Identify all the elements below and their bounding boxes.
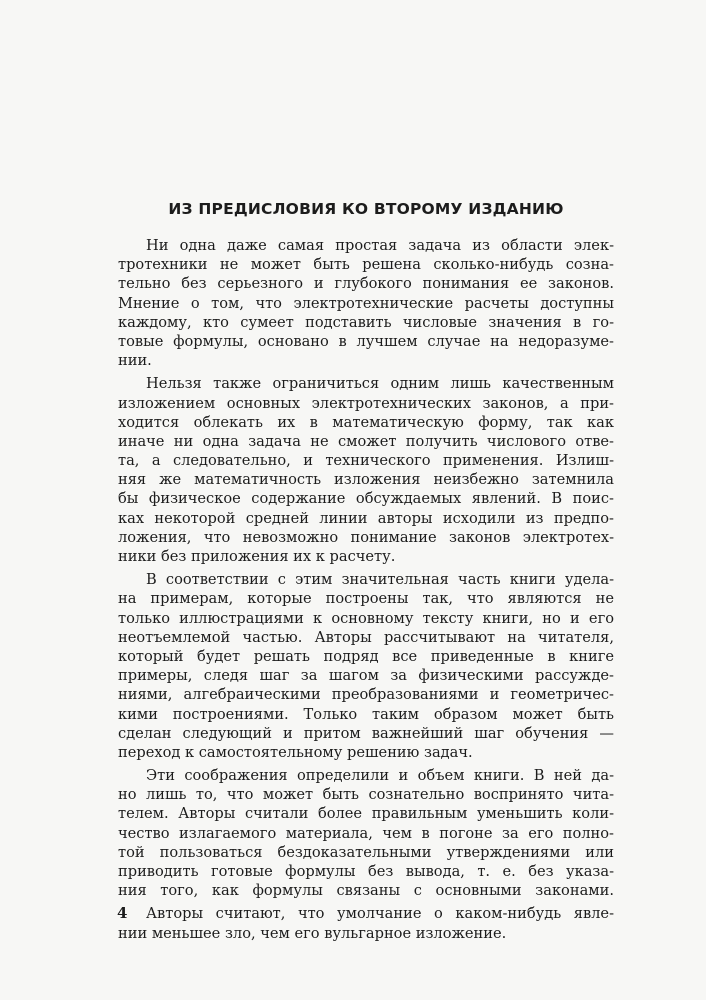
text-line: тельно без серьезного и глубокого понимания ее законов. xyxy=(118,275,614,293)
text-line: изложением основных электротехнических законов, а при- xyxy=(118,394,614,412)
text-line: примеры, следя шаг за шагом за физическими рассужде- xyxy=(118,667,614,685)
paragraph-5 xyxy=(118,904,614,942)
text-line: Ни одна даже самая простая задача из области элек- xyxy=(146,237,614,254)
paragraph-1 xyxy=(118,236,614,370)
text-line: телем. Авторы считали более правильным уменьшить коли- xyxy=(118,805,614,823)
text-line: ходится облекать их в математическую форму, так как xyxy=(118,413,614,431)
text-line: Нельзя также ограничиться одним лишь качественным xyxy=(146,375,614,393)
text-line: каждому, кто сумеет подставить числовые значения в го- xyxy=(118,313,614,331)
paragraph-2 xyxy=(118,374,614,566)
body-text xyxy=(118,236,614,947)
text-line: иначе ни одна задача не сможет получить числового отве- xyxy=(118,432,614,450)
text-line: ники без приложения их к расчету. xyxy=(118,548,396,565)
section-heading: ИЗ ПРЕДИСЛОВИЯ КО ВТОРОМУ ИЗДАНИЮ xyxy=(168,200,564,218)
page-number: 4 xyxy=(117,904,128,922)
text-line: только иллюстрациями к основному тексту книги, но и его xyxy=(118,609,614,627)
text-line: Мнение о том, что электротехнические расчеты доступны xyxy=(118,294,614,312)
text-line: Авторы считают, что умолчание о каком-нибудь явле- xyxy=(146,905,614,923)
text-line: переход к самостоятельному решению задач. xyxy=(118,743,473,761)
text-line: чество излагаемого материала, чем в погоне за его полно- xyxy=(118,824,614,842)
text-line: но лишь то, что может быть сознательно воспринято чита- xyxy=(118,786,614,804)
text-line: приводить готовые формулы без вывода, т. е. без указа- xyxy=(118,863,614,880)
text-line: ложения, что невозможно понимание законов электротех- xyxy=(118,528,614,546)
text-line: та, а следовательно, и технического применения. Излиш- xyxy=(118,452,614,470)
text-line: ния того, как формулы связаны с основными законами. xyxy=(118,882,614,900)
text-line: нии меньшее зло, чем его вульгарное изложение. xyxy=(118,924,507,942)
text-line: сделан следующий и притом важнейший шаг обучения — xyxy=(118,724,614,742)
text-line: который будет решать подряд все приведенные в книге xyxy=(118,647,614,665)
text-line: неотъемлемой частью. Авторы рассчитывают на читателя, xyxy=(118,628,614,646)
text-line: кими построениями. Только таким образом может быть xyxy=(118,705,614,723)
text-line: на примерам, которые построены так, что являются не xyxy=(118,590,614,608)
text-line: няя же математичность изложения неизбежно затемнила xyxy=(118,471,614,489)
text-line: Эти соображения определили и объем книги. В ней да- xyxy=(146,767,614,785)
text-line: тротехники не может быть решена сколько-нибудь созна- xyxy=(118,256,614,274)
paragraph-3 xyxy=(118,570,614,762)
paragraph-4 xyxy=(118,766,614,900)
text-line: нии. xyxy=(118,352,152,370)
text-line: ниями, алгебраическими преобразованиями и геометричес- xyxy=(118,686,614,704)
text-line: товые формулы, основано в лучшем случае на недоразуме- xyxy=(118,332,614,350)
text-line: ках некоторой средней линии авторы исходили из предпо- xyxy=(118,509,614,527)
text-line: бы физическое содержание обсуждаемых явлений. В поис- xyxy=(118,490,614,508)
text-line: В соответствии с этим значительная часть книги удела- xyxy=(146,571,614,589)
text-line: той пользоваться бездоказательными утверждениями или xyxy=(118,843,614,861)
